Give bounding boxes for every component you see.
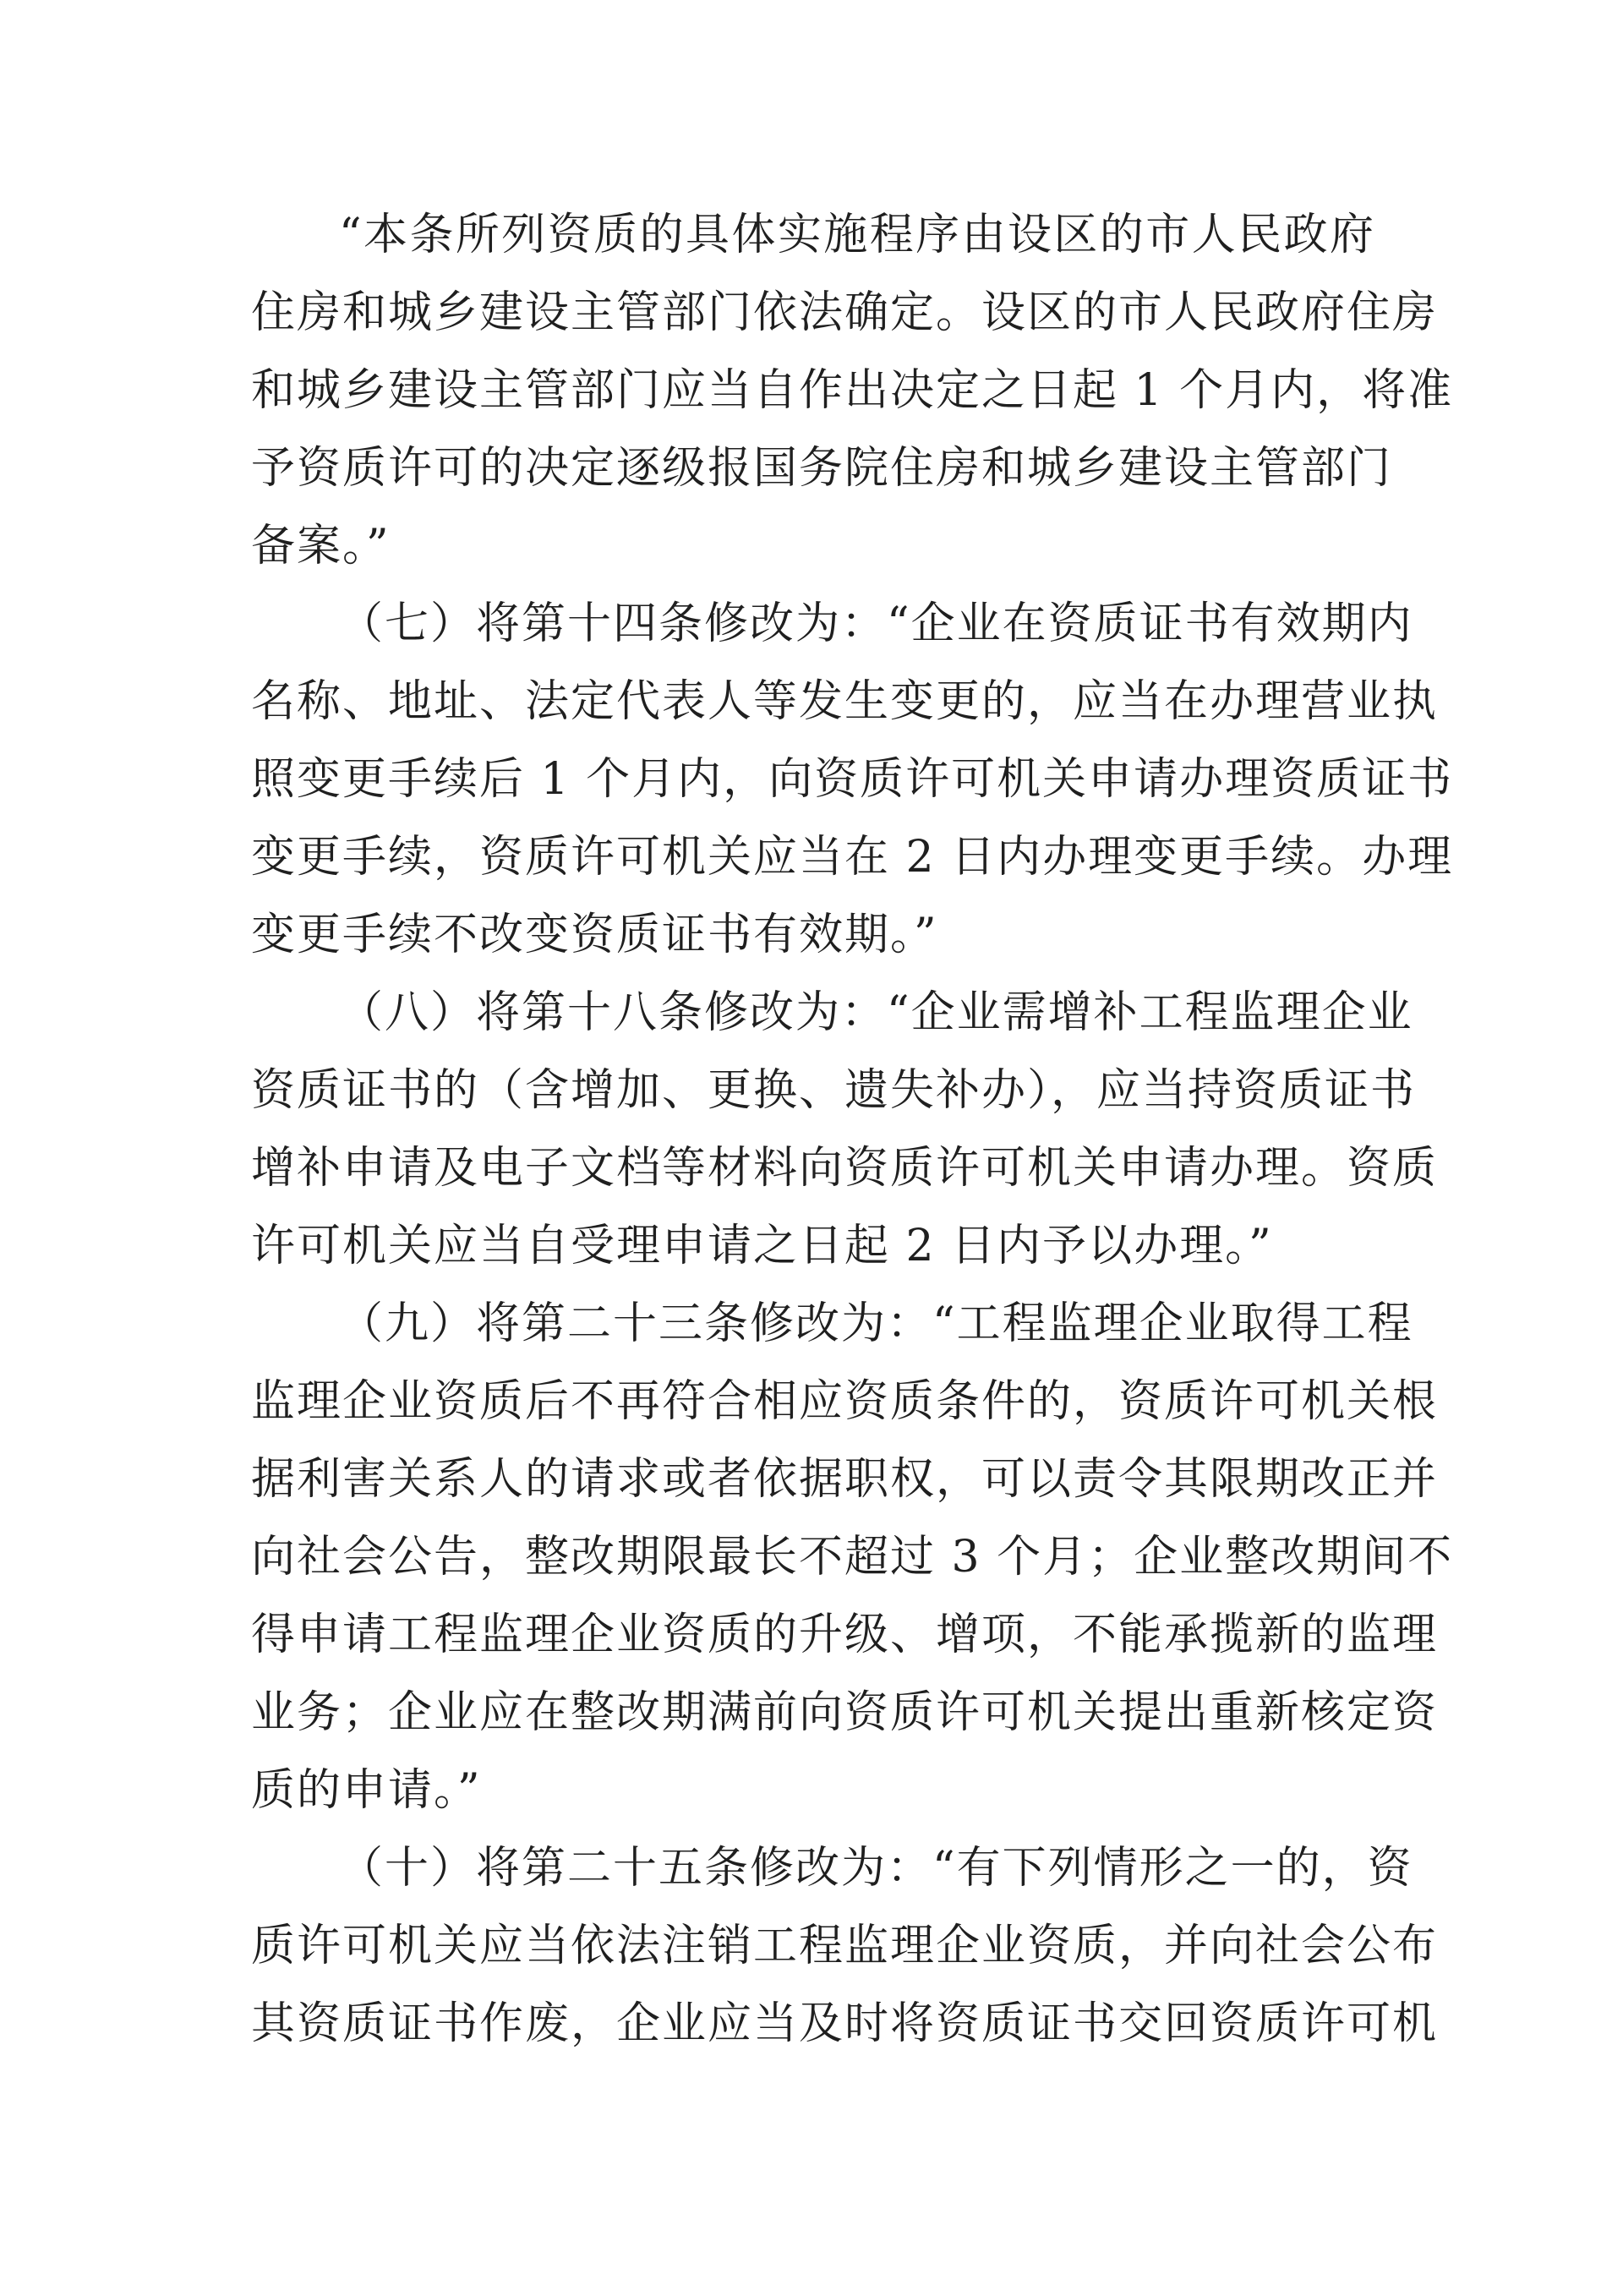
paragraph-line: 名称、地址、法定代表人等发生变更的，应当在办理营业执	[251, 676, 1439, 727]
paragraph-line: 据利害关系人的请求或者依据职权，可以责令其限期改正并	[251, 1454, 1439, 1505]
paragraph-line: 住房和城乡建设主管部门依法确定。设区的市人民政府住房	[251, 287, 1439, 338]
document-body	[251, 196, 1454, 2063]
paragraph-line: 业务；企业应在整改期满前向资质许可机关提出重新核定资	[251, 1687, 1439, 1738]
paragraph-line: 质许可机关应当依法注销工程监理企业资质，并向社会公布	[251, 1921, 1439, 1971]
paragraph-line: （七）将第十四条修改为：“企业在资质证书有效期内	[339, 599, 1413, 649]
paragraph-line: 其资质证书作废，企业应当及时将资质证书交回资质许可机	[251, 1998, 1439, 2049]
paragraph-line: 变更手续，资质许可机关应当在 2 日内办理变更手续。办理	[251, 832, 1454, 883]
paragraph-line: 得申请工程监理企业资质的升级、增项，不能承揽新的监理	[251, 1610, 1439, 1660]
paragraph-line: 增补申请及电子文档等材料向资质许可机关申请办理。资质	[251, 1143, 1439, 1194]
paragraph-line: 向社会公告，整改期限最长不超过 3 个月；企业整改期间不	[251, 1532, 1454, 1583]
paragraph-line: 和城乡建设主管部门应当自作出决定之日起 1 个月内，将准	[251, 365, 1454, 416]
paragraph-line: 照变更手续后 1 个月内，向资质许可机关申请办理资质证书	[251, 754, 1454, 805]
paragraph-line: （八）将第十八条修改为：“企业需增补工程监理企业	[339, 987, 1413, 1038]
paragraph-line: 变更手续不改变资质证书有效期。”	[251, 910, 938, 960]
paragraph-line: （九）将第二十三条修改为：“工程监理企业取得工程	[339, 1298, 1413, 1349]
paragraph-line: “本条所列资质的具体实施程序由设区的市人民政府	[339, 210, 1375, 260]
paragraph-line: 监理企业资质后不再符合相应资质条件的，资质许可机关根	[251, 1376, 1439, 1427]
paragraph-line: 予资质许可的决定逐级报国务院住房和城乡建设主管部门	[251, 443, 1393, 494]
paragraph-line: 许可机关应当自受理申请之日起 2 日内予以办理。”	[251, 1221, 1273, 1271]
paragraph-line: 质的申请。”	[251, 1765, 482, 1816]
paragraph-line: 资质证书的（含增加、更换、遗失补办），应当持资质证书	[251, 1065, 1417, 1116]
paragraph-line: （十）将第二十五条修改为：“有下列情形之一的，资	[339, 1843, 1413, 1894]
paragraph-line: 备案。”	[251, 521, 391, 571]
